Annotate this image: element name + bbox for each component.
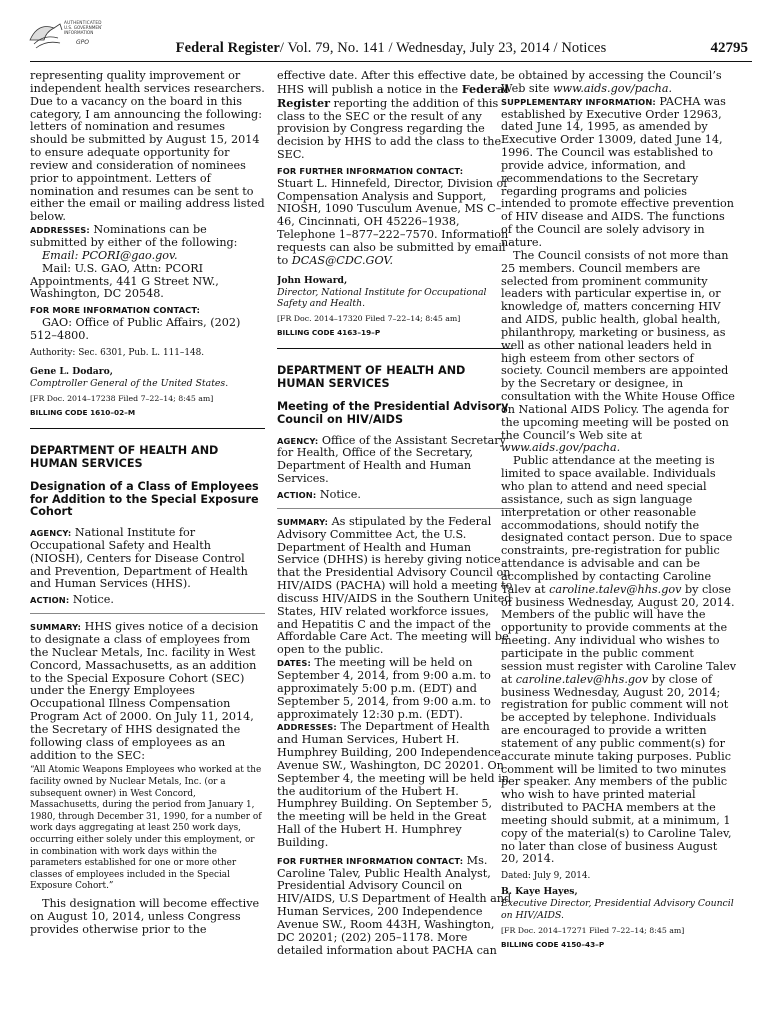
- addresses-section: ADDRESSES: The Department of Health and Human Services, Hubert H. Humphrey Building, 200 Independence Avenue SW., Washington, DC 20201. On September 4, the meeting will be held in the auditorium of the Hubert H. Humphrey Building. On September 5, the meeting will be held in the Great Hall of the Hubert H. Humphrey Building.: [277, 720, 509, 849]
- col3-paragraph: be obtained by accessing the Council’s Web site www.aids.gov/pacha.: [501, 70, 722, 95]
- document-title: Designation of a Class of Employees for Addition to the Special Exposure Cohort: [30, 480, 259, 519]
- divider: [30, 428, 265, 429]
- signature-name: John Howard,: [277, 274, 348, 286]
- attendance-paragraph: Public attendance at the meeting is limited to space available. Individuals who plan to attend and need special assistance, such as sign language interpretation or other reasonable accommodations, should notify the designated contact person. Due to space constraints, pre-registration for public attendance is advisable and can be accomplished by contacting Caroline Talev at caroline.talev@hhs.gov by close of business Wednesday, August 20, 2014. Members of the public will have the opportunity to provide comments at the meeting. Any individual who wishes to participate in the public comment session must register with Caroline Talev at caroline.talev@hhs.gov by close of business Wednesday, August 20, 2014; registration for public comment will not be accepted by telephone. Individuals are encouraged to provide a written statement of any public comment(s) for accurate minute taking purposes. Public comment will be limited to two minutes per speaker. Any members of the public who wish to have printed material distributed to PACHA members at the meeting should submit, at a minimum, 1 copy of the material(s) to Caroline Talev, no later than close of business August 20, 2014.: [501, 454, 737, 866]
- svg-text:U.S. GOVERNMENT: U.S. GOVERNMENT: [64, 25, 102, 30]
- mail-line: Mail: U.S. GAO, Attn: PCORI Appointments, 441 G Street NW., Washington, DC 20548.: [30, 261, 219, 301]
- addresses-label: ADDRESSES:: [30, 225, 90, 236]
- col2-paragraph: effective date. After this effective date, HHS will publish a notice in the Federal Register reporting the addition of this class to the SEC or the result of any provision by Congress regarding the decision by HHS to add the class to the SEC.: [277, 70, 509, 162]
- fr-doc-number: [FR Doc. 2014–17320 Filed 7–22–14; 8:45 am]: [277, 314, 461, 324]
- effective-paragraph: This designation will become effective on August 10, 2014, unless Congress provides otherwise prior to the: [30, 896, 260, 936]
- dates-section: DATES: The meeting will be held on September 4, 2014, from 9:00 a.m. to approximately 5:00 p.m. (EDT) and September 5, 2014, from 9:00 a.m. to approximately 12:30 p.m. (EDT).: [277, 656, 491, 721]
- class-quote: “All Atomic Weapons Employees who worked at the facility owned by Nuclear Metals, Inc. (or a subsequent owner) in West Concord, Massachusetts, during the period from January 1, 1980, through December 31, 1990, for a number of work days aggregating at least 250 work days, occurring either solely under this employment, or in combination with work days within the parameters established for one or more other classes of employees included in the Special Exposure Cohort.”: [30, 765, 262, 892]
- header-title: [30, 40, 752, 57]
- fr-doc-number: [FR Doc. 2014–17238 Filed 7–22–14; 8:45 am]: [30, 394, 214, 404]
- summary-section: SUMMARY: HHS gives notice of a decision to designate a class of employees from the Nuclear Metals, Inc. facility in West Concord, Massachusetts, as an addition to the Special Exposure Cohort (SEC) under the Energy Employees Occupational Illness Compensation Program Act of 2000. On July 11, 2014, the Secretary of HHS designated the following class of employees as an addition to the SEC:: [30, 620, 259, 762]
- issue-info: / Vol. 79, No. 141 / Wednesday, July 23, 2014 / Notices: [279, 40, 607, 56]
- divider: [277, 348, 513, 349]
- dated-line: Dated: July 9, 2014.: [501, 871, 591, 882]
- action-section: ACTION: Notice.: [277, 488, 361, 501]
- svg-text:GPO: GPO: [76, 39, 89, 46]
- gao-line: GAO: Office of Public Affairs, (202) 512–4800.: [30, 316, 241, 342]
- addresses-text: Nominations can be submitted by either of the following:: [30, 223, 238, 249]
- authority: Authority: Sec. 6301, Pub. L. 111–148.: [30, 347, 205, 358]
- col1-paragraph: representing quality improvement or independent health services researchers. Due to a vacancy on the board in this category, I am announcing the following: letters of nomination and resumes should be submitted by August 15, 2014 to ensure adequate opportunity for review and consideration of nominees prior to appointment. Letters of nomination and resumes can be sent to either the email or mailing address listed below.: [30, 70, 265, 224]
- divider: [30, 613, 265, 614]
- billing-code: BILLING CODE 4163–19–P: [277, 328, 381, 338]
- journal-name: Federal Register: [175, 40, 280, 56]
- email-line: Email: PCORI@gao.gov.: [42, 248, 178, 262]
- department-heading: DEPARTMENT OF HEALTH AND HUMAN SERVICES: [277, 364, 466, 390]
- signature-title: Comptroller General of the United States.: [30, 378, 229, 390]
- divider: [277, 508, 513, 509]
- addresses-section: [30, 224, 265, 250]
- signature-title: Director, National Institute for Occupational Safety and Health.: [277, 286, 487, 310]
- billing-code: BILLING CODE 4150–43–P: [501, 939, 605, 949]
- council-paragraph: The Council consists of not more than 25 members. Council members are selected from prominent community leaders with particular expertise in, or knowledge of, matters concerning HIV and AIDS, public health, global health, philanthropy, marketing or business, as well as other national leaders held in high esteem from other sectors of society. Council members are appointed by the Secretary or designee, in consultation with the White House Office on National AIDS Policy. The agenda for the upcoming meeting will be posted on the Council’s Web site at www.aids.gov/pacha.: [501, 248, 735, 455]
- column-2: [277, 70, 513, 958]
- department-heading: DEPARTMENT OF HEALTH AND HUMAN SERVICES: [30, 444, 219, 470]
- fic-section: FOR FURTHER INFORMATION CONTACT: Stuart L. Hinnefeld, Director, Division of Compensation Analysis and Support, NIOSH, 1090 Tusculum Avenue, MS C–46, Cincinnati, OH 45226–1938, Telephone 1–877–222–7570. Information requests can also be submitted by email to DCAS@CDC.GOV.: [277, 165, 509, 267]
- page-number: 42795: [710, 40, 748, 56]
- signature-title: Executive Director, Presidential Advisory Council on HIV/AIDS.: [501, 897, 734, 921]
- action-section: ACTION: Notice.: [30, 593, 114, 607]
- column-1: [30, 70, 265, 936]
- svg-text:INFORMATION: INFORMATION: [64, 30, 94, 35]
- header-rule: [30, 61, 752, 62]
- fmi-label: FOR MORE INFORMATION CONTACT:: [30, 305, 201, 316]
- svg-text:AUTHENTICATED: AUTHENTICATED: [64, 20, 102, 25]
- signature-name: B. Kaye Hayes,: [501, 885, 578, 897]
- summary-section: SUMMARY: As stipulated by the Federal Advisory Committee Act, the U.S. Department of Health and Human Service (DHHS) is hereby giving notice that the Presidential Advisory Council on HIV/AIDS (PACHA) will hold a meeting to discuss HIV/AIDS in the Southern United States, HIV related workforce issues, and Hepatitis C and the impact of the Affordable Care Act. The meeting will be open to the public.: [277, 514, 513, 657]
- agency-section: AGENCY: Office of the Assistant Secretary for Health, Office of the Secretary, Department of Health and Human Services.: [277, 433, 506, 486]
- supplementary-section: SUPPLEMENTARY INFORMATION: PACHA was established by Executive Order 12963, dated June 14, 1995, as amended by Executive Order 13009, dated June 14, 1996. The Council was established to provide advice, information, and recommendations to the Secretary regarding programs and policies intended to promote effective prevention of HIV disease and AIDS. The functions of the Council are solely advisory in nature.: [501, 94, 734, 249]
- signature-name: Gene L. Dodaro,: [30, 366, 113, 378]
- page-header: [30, 40, 752, 62]
- fic2-section: FOR FURTHER INFORMATION CONTACT: Ms. Caroline Talev, Public Health Analyst, Presidential Advisory Council on HIV/AIDS, U.S Department of Health and Human Services, 200 Independence Avenue SW., Room 443H, Washington, DC 20201; (202) 205–1178. More detailed information about PACHA can: [277, 853, 512, 957]
- document-title: Meeting of the Presidential Advisory Council on HIV/AIDS: [277, 400, 509, 427]
- fr-doc-number: [FR Doc. 2014–17271 Filed 7–22–14; 8:45 am]: [501, 925, 685, 935]
- billing-code: BILLING CODE 1610–02–M: [30, 408, 136, 418]
- agency-section: AGENCY: National Institute for Occupational Safety and Health (NIOSH), Centers for Disease Control and Prevention, Department of Health and Human Services (HHS).: [30, 526, 248, 591]
- column-3: [501, 70, 737, 951]
